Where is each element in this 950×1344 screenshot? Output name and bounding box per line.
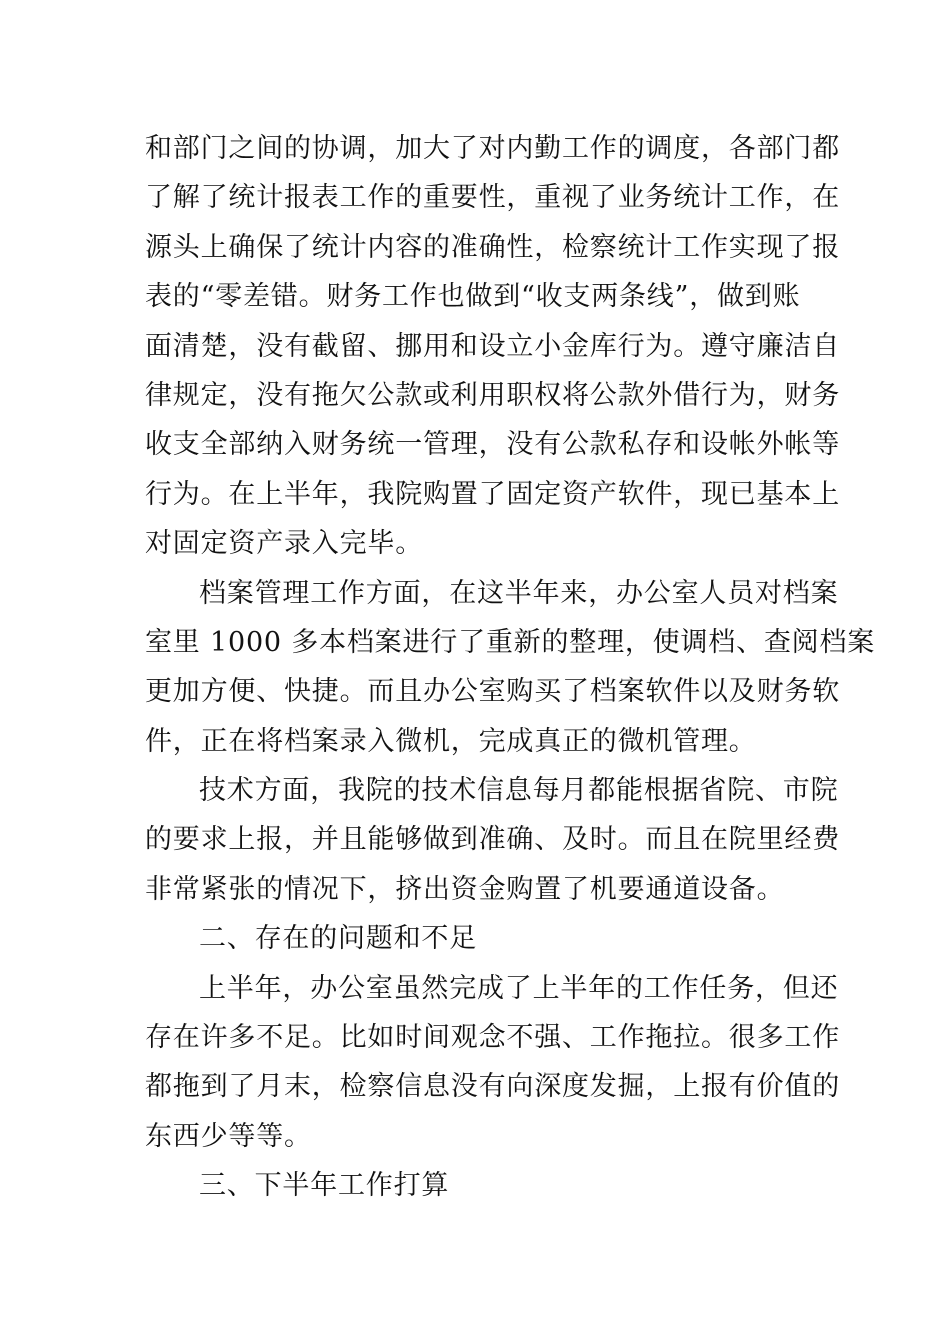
text-line: 东西少等等。 <box>145 1120 312 1152</box>
text-line: 更加方便、快捷。而且办公室购买了档案软件以及财务软 <box>145 676 840 708</box>
document-body <box>145 124 876 1211</box>
text-line: 行为。在上半年，我院购置了固定资产软件，现已基本上 <box>145 478 840 510</box>
text-line: 和部门之间的协调，加大了对内勤工作的调度，各部门都 <box>145 133 840 164</box>
text-line: 存在许多不足。比如时间观念不强、工作拖拉。很多工作 <box>145 1022 840 1054</box>
text-line: 档案管理工作方面，在这半年来，办公室人员对档案 <box>199 577 839 609</box>
text-line: 技术方面，我院的技术信息每月都能根据省院、市院 <box>199 775 839 807</box>
text-line: 对固定资产录入完毕。 <box>145 528 423 560</box>
section-heading: 二、存在的问题和不足 <box>199 923 477 955</box>
text-line: 都拖到了月末，检察信息没有向深度发掘，上报有价值的 <box>145 1071 840 1103</box>
section-heading: 三、下半年工作打算 <box>199 1170 450 1202</box>
text-line: 室里 1000 多本档案进行了重新的整理，使调档、查阅档案 <box>145 626 876 658</box>
text-line: 了解了统计报表工作的重要性，重视了业务统计工作，在 <box>145 182 840 214</box>
text-line: 面清楚，没有截留、挪用和设立小金库行为。遵守廉洁自 <box>145 330 840 362</box>
text-line: 上半年，办公室虽然完成了上半年的工作任务，但还 <box>199 972 839 1004</box>
text-line: 非常紧张的情况下，挤出资金购置了机要通道设备。 <box>145 873 785 905</box>
text-line: 收支全部纳入财务统一管理，没有公款私存和设帐外帐等 <box>145 429 840 461</box>
text-line: 的要求上报，并且能够做到准确、及时。而且在院里经费 <box>145 824 840 856</box>
text-line: 表的“零差错。财务工作也做到“收支两条线”，做到账 <box>145 281 801 313</box>
text-line: 件，正在将档案录入微机，完成真正的微机管理。 <box>145 725 757 757</box>
text-line: 源头上确保了统计内容的准确性，检察统计工作实现了报 <box>145 231 840 263</box>
text-line: 律规定，没有拖欠公款或利用职权将公款外借行为，财务 <box>145 379 840 411</box>
